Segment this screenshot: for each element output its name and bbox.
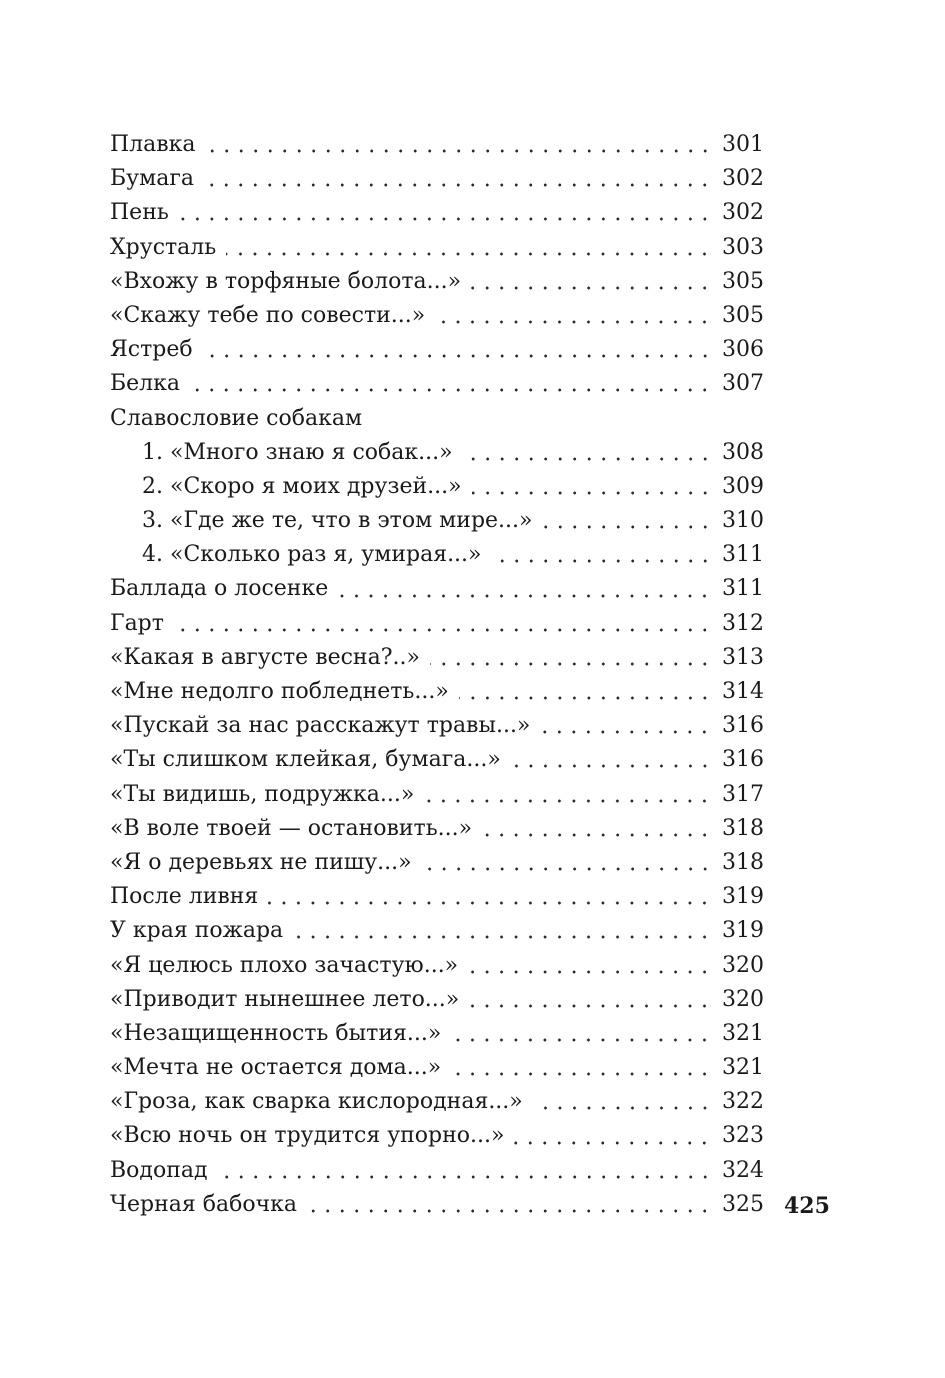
toc-entry-page: 305 xyxy=(722,268,764,294)
dot-leader xyxy=(430,662,712,666)
toc-entry-title: Пень xyxy=(110,200,169,226)
toc-entry xyxy=(110,1154,764,1188)
toc-entry-page: 319 xyxy=(722,884,764,910)
dot-leader xyxy=(174,628,712,632)
toc-entry-title: Водопад xyxy=(110,1157,208,1183)
toc-entry xyxy=(110,1085,764,1119)
toc-entry-page: 312 xyxy=(722,610,764,636)
dot-leader xyxy=(190,388,712,392)
toc-entry-page: 303 xyxy=(722,234,764,260)
toc-entry-page: 305 xyxy=(722,302,764,328)
dot-leader xyxy=(471,286,712,290)
toc-subentry xyxy=(110,436,764,470)
dot-leader xyxy=(463,457,712,461)
toc-entry-page: 307 xyxy=(722,371,764,397)
table-of-contents xyxy=(110,128,764,1222)
dot-leader xyxy=(511,764,712,768)
toc-entry xyxy=(110,196,764,230)
dot-leader xyxy=(543,525,713,529)
dot-leader xyxy=(435,320,712,324)
toc-entry-title: Черная бабочка xyxy=(110,1191,298,1217)
toc-entry-title: «В воле твоей — остановить...» xyxy=(110,815,473,841)
toc-entry xyxy=(110,265,764,299)
dot-leader xyxy=(179,217,712,221)
dot-leader xyxy=(268,901,712,905)
dot-leader xyxy=(293,935,712,939)
toc-entry-title: У края пожара xyxy=(110,918,284,944)
dot-leader xyxy=(469,1004,712,1008)
toc-subentry xyxy=(110,538,764,572)
toc-entry-page: 325 xyxy=(722,1191,764,1217)
toc-entry-page: 323 xyxy=(722,1123,764,1149)
dot-leader xyxy=(218,1175,712,1179)
dot-leader xyxy=(424,799,712,803)
dot-leader xyxy=(514,1141,712,1145)
toc-entry-page: 314 xyxy=(722,679,764,704)
toc-entry xyxy=(110,880,764,914)
toc-entry-page: 318 xyxy=(722,815,764,841)
toc-entry-title: 1. «Много знаю я собак...» xyxy=(142,439,453,465)
toc-entry-title: «Какая в августе весна?..» xyxy=(110,644,420,670)
toc-entry xyxy=(110,983,764,1017)
toc-entry xyxy=(110,402,764,436)
toc-entry-title: Бумага xyxy=(110,166,194,192)
toc-entry-page: 317 xyxy=(722,781,764,807)
toc-entry xyxy=(110,299,764,333)
dot-leader xyxy=(472,491,712,495)
toc-entry xyxy=(110,162,764,196)
toc-entry-page: 324 xyxy=(722,1157,764,1183)
dot-leader xyxy=(468,970,712,974)
toc-entry-page: 311 xyxy=(722,542,764,568)
toc-entry xyxy=(110,812,764,846)
dot-leader xyxy=(451,1038,712,1042)
toc-entry xyxy=(110,743,764,777)
toc-entry-title: Плавка xyxy=(110,132,196,157)
toc-entry-page: 319 xyxy=(722,918,764,944)
toc-entry-page: 301 xyxy=(722,132,764,157)
toc-entry xyxy=(110,1188,764,1222)
dot-leader xyxy=(451,1072,712,1076)
toc-entry xyxy=(110,128,764,162)
toc-entry-title: «Незащищенность бытия...» xyxy=(110,1020,442,1046)
toc-entry-page: 320 xyxy=(722,952,764,978)
dot-leader xyxy=(540,730,712,734)
toc-subentry xyxy=(110,504,764,538)
toc-entry-title: Белка xyxy=(110,371,181,397)
toc-entry-page: 310 xyxy=(722,508,764,534)
dot-leader xyxy=(206,149,712,153)
toc-entry-title: «Мне недолго побледнеть...» xyxy=(110,679,449,704)
toc-entry-page: 308 xyxy=(722,439,764,465)
toc-subentry xyxy=(110,470,764,504)
dot-leader xyxy=(482,833,712,837)
dot-leader xyxy=(226,252,712,256)
toc-entry-title: «Пускай за нас расскажут травы...» xyxy=(110,713,531,739)
toc-entry-page: 311 xyxy=(722,576,764,602)
toc-entry xyxy=(110,709,764,743)
dot-leader xyxy=(533,1106,712,1110)
toc-entry-title: «Вхожу в торфяные болота...» xyxy=(110,268,462,294)
toc-entry-title: 4. «Сколько раз я, умирая...» xyxy=(142,542,482,568)
toc-entry-page: 302 xyxy=(722,200,764,226)
toc-entry-page: 302 xyxy=(722,166,764,192)
toc-entry xyxy=(110,1051,764,1085)
dot-leader xyxy=(422,867,712,871)
dot-leader xyxy=(203,354,712,358)
toc-entry-page: 309 xyxy=(722,473,764,499)
dot-leader xyxy=(338,594,712,598)
toc-entry-page: 321 xyxy=(722,1055,764,1081)
toc-entry xyxy=(110,1119,764,1153)
toc-entry-title: Гарт xyxy=(110,610,164,636)
toc-entry xyxy=(110,675,764,709)
toc-entry-title: «Ты видишь, подружка...» xyxy=(110,781,415,807)
toc-entry-page: 316 xyxy=(722,747,764,773)
toc-entry-title: «Ты слишком клейкая, бумага...» xyxy=(110,747,501,773)
toc-entry-page: 320 xyxy=(722,986,764,1012)
toc-entry xyxy=(110,572,764,606)
toc-entry-page: 306 xyxy=(722,337,764,363)
toc-entry xyxy=(110,607,764,641)
toc-entry-title: «Мечта не остается дома...» xyxy=(110,1055,442,1081)
toc-entry-title: «Приводит нынешнее лето...» xyxy=(110,986,460,1012)
dot-leader xyxy=(307,1209,712,1213)
dot-leader xyxy=(492,559,712,563)
toc-entry xyxy=(110,367,764,401)
toc-entry xyxy=(110,778,764,812)
toc-entry-title: 2. «Скоро я моих друзей...» xyxy=(142,473,462,499)
toc-entry-title: После ливня xyxy=(110,884,259,910)
toc-entry-title: Славословие собакам xyxy=(110,405,363,431)
toc-entry xyxy=(110,1017,764,1051)
dot-leader xyxy=(204,183,712,187)
dot-leader xyxy=(459,696,712,700)
toc-entry xyxy=(110,333,764,367)
toc-entry-page: 313 xyxy=(722,644,764,670)
toc-entry-page: 321 xyxy=(722,1020,764,1046)
toc-entry-title: Хрусталь xyxy=(110,234,217,260)
toc-entry xyxy=(110,641,764,675)
toc-entry-title: 3. «Где же те, что в этом мире...» xyxy=(142,508,533,534)
toc-entry-page: 316 xyxy=(722,713,764,739)
toc-entry xyxy=(110,231,764,265)
toc-entry-title: Баллада о лосенке xyxy=(110,576,329,602)
toc-entry-page: 318 xyxy=(722,849,764,875)
toc-entry-page: 322 xyxy=(722,1089,764,1115)
toc-entry-title: Ястреб xyxy=(110,337,193,363)
toc-entry-title: «Всю ночь он трудится упорно...» xyxy=(110,1123,505,1149)
toc-entry-title: «Скажу тебе по совести...» xyxy=(110,302,426,328)
page-number: 425 xyxy=(784,1193,830,1219)
toc-entry xyxy=(110,949,764,983)
toc-entry-title: «Гроза, как сварка кислородная...» xyxy=(110,1089,523,1115)
toc-entry-title: «Я целюсь плохо зачастую...» xyxy=(110,952,459,978)
toc-entry-title: «Я о деревьях не пишу...» xyxy=(110,849,412,875)
toc-entry xyxy=(110,846,764,880)
toc-entry xyxy=(110,914,764,948)
